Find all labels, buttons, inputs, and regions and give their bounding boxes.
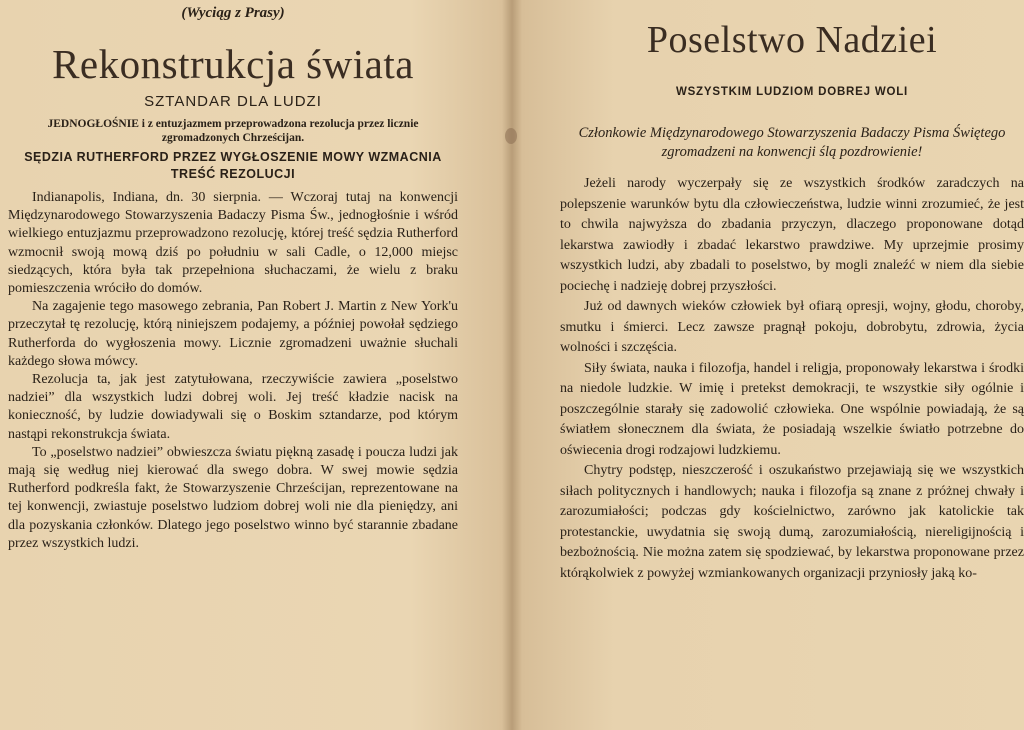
greeting: Członkowie Międzynarodowego Stowarzyszenia Badaczy Pisma Świętego zgromadzeni na konwencji ślą pozdrowienie! — [578, 125, 1006, 160]
paragraph: Już od dawnych wieków człowiek był ofiarą opresji, wojny, głodu, choroby, smutku i śmierci. Lecz zawsze pragnął pokoju, dobrobytu, zdrowia, życia wolności i szczęścia. — [560, 299, 1024, 355]
article-lead: JEDNOGŁOŚNIE i z entuzjazmem przeprowadzona rezolucja przez licznie zgromadzonych Chrześcijan. — [47, 118, 419, 144]
resolution-subtitle: WSZYSTKIM LUDZIOM DOBREJ WOLI — [675, 86, 909, 98]
right-page — [560, 0, 1024, 730]
paragraph: Jeżeli narody wyczerpały się ze wszystkich środków zaradczych na polepszenie warunków bytu dla człowieczeństwa, ludzie winni zrozumieć, że jest to chwila najwyższa do zbadania przyczyn, dlaczego proponowane dotąd lekarstwa zawiodły i zbadać lekarstwo prawdziwe. My uprzejmie prosimy wszystkich ludzi, aby zbadali to poselstwo, by mogli znaleźć w niem dla siebie pociechę i nadzieję dobrej przyszłości. — [560, 176, 1024, 294]
resolution-body — [560, 174, 1024, 584]
article-body — [8, 189, 458, 553]
resolution-title: Poselstwo Nadziei — [646, 19, 938, 61]
paragraph: Siły świata, nauka i filozofja, handel i religja, proponowały lekarstwa i środki na niedole ludzkie. W imię i pretekst demokracji, te wszystkie siły ogólnie i poszczególnie starały się zadowolić człowieka. One wspólnie powiadają, że są światłem słonecznem dla świata, że posiadają wszelkie światło potrzebne do oświecenia drogi rodzajowi ludzkiemu. — [560, 360, 1024, 458]
article-subtitle: SZTANDAR DLA LUDZI — [144, 93, 322, 110]
paragraph: Chytry podstęp, nieszczerość i oszukaństwo przejawiają się we wszystkich siłach politycznych i handlowych; nauka i filozofja są znane z próżnej chwały i zarozumiałości; podczas gdy kościelnictwo, zarówno jak katolickie tak protestanckie, uwydatnia się swoją dumą, zarozumiałością, niereligijnością i bezbożnością. Nie można zatem się spodziewać, by lekarstwa proponowane przez którąkolwiek z powyżej wzmiankowanych organizacji przyniosły jaką ko- — [560, 463, 1024, 581]
clip-label: (Wyciąg z Prasy) — [181, 5, 285, 21]
article-headline: SĘDZIA RUTHERFORD PRZEZ WYGŁOSZENIE MOWY WZMACNIA TREŚĆ REZOLUCJI — [24, 150, 442, 181]
paragraph: Na zagajenie tego masowego zebrania, Pan Robert J. Martin z New York'u przeczytał tę rezolucję, którą niniejszem podajemy, a później powołał sędziego Rutherforda do wygłoszenia mowy. Licznie zgromadzeni uważnie słuchali każdego słowa mówcy. — [8, 299, 458, 369]
paragraph: Rezolucja ta, jak jest zatytułowana, rzeczywiście zawiera „poselstwo nadziei” dla wszystkich ludzi dobrej woli. Jej treść kładzie nacisk na konieczność, by ludzie dowiadywali się o Boskim sztandarze, pod którym nastąpi rekonstrukcja świata. — [8, 372, 458, 442]
binding-mark — [505, 128, 517, 144]
paragraph: To „poselstwo nadziei” obwieszcza światu piękną zasadę i poucza ludzi jak mają się według niej kierować dla swego dobra. W swej mowie sędzia Rutherford podkreśla fakt, że Stowarzyszenie Chrześcijan, reprezentowane na tej konwencji, zwiastuje poselstwo ludziom dobrej woli nie dla pieniędzy, ani dla pozyskania członków. Dlatego jego poselstwo winno być starannie zbadane przez wszystkich ludzi. — [8, 444, 458, 551]
article-title: Rekonstrukcja świata — [52, 41, 414, 87]
paragraph: Indianapolis, Indiana, dn. 30 sierpnia. — Wczoraj tutaj na konwencji Międzynarodowego Stowarzyszenia Badaczy Pisma Św., jednogłośnie i wśród wielkiego entuzjazmu przeprowadzono rezolucję, której treść sędzia Rutherford wzmocnił swoją mową dziś po południu w sali Cadle, o 12,000 miejsc siedzących, która była tak przepełniona słuchaczami, że wielu z braku pomieszczenia wróciło do domów. — [8, 190, 458, 297]
left-page — [0, 0, 458, 730]
